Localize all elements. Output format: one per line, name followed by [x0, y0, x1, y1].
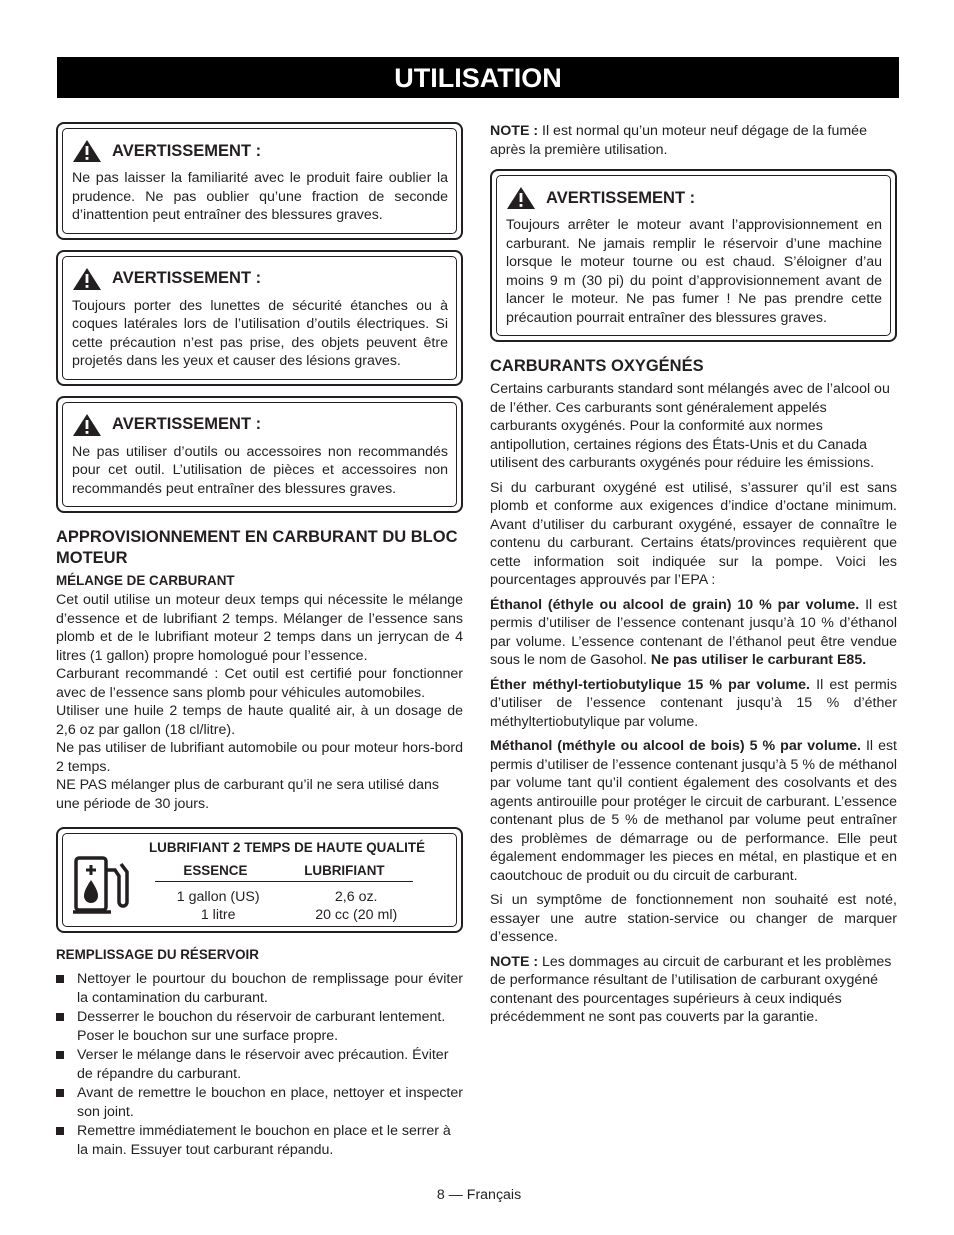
note-label: NOTE : — [490, 123, 539, 139]
fill-steps-list — [56, 970, 463, 1159]
paragraph-ethanol — [490, 596, 897, 670]
warning-label: AVERTISSEMENT : — [112, 269, 262, 287]
warning-box-3 — [56, 396, 463, 514]
paragraph: Certains carburants standard sont mélangés avec de l’alcool ou de l’éther. Ces carburants sont généralement appelés carburants oxygénés. Pour la conformité aux normes antipollution, certaines régions des États-Unis et du Canada utilisent des carburants oxygénés pour réduire les émissions. — [490, 381, 890, 471]
paragraph: Si du carburant oxygéné est utilisé, s’assurer qu’il est sans plomb et conforme aux exigences d’indice d’octane minimum. Avant d’utiliser du carburant oxygéné, essayer de connaître le contenu du carburant. Certains états/provinces requièrent que cette information soit indiquée sur la pompe. Voici les pourcentages approuvés par l’EPA : — [490, 479, 897, 588]
cell-line: 20 cc (20 ml) — [315, 907, 398, 923]
cell-line: 2,6 oz. — [334, 889, 378, 905]
subsection-heading: REMPLISSAGE DU RÉSERVOIR — [56, 947, 259, 962]
fuel-pump-icon — [73, 856, 129, 914]
paragraph: NE PAS mélanger plus de carburant qu’il ne sera utilisé dans une période de 30 jours. — [56, 777, 440, 812]
bold-term: Ne pas utiliser le carburant E85. — [650, 652, 867, 668]
warning-text: Toujours porter des lunettes de sécurité étanches ou à coques latérales lors de l’utilisation d’outils électriques. Si cette précaution n’est pas prise, des objets peuvent être projetés dans les yeux et causer des lésions graves. — [72, 297, 448, 369]
note-label: NOTE : — [490, 953, 539, 970]
paragraph-text: Il est permis d’utiliser de l’essence contenant jusqu’à 15 % d’éther méthyltertiobutylique par volume. — [490, 676, 897, 730]
page-footer: 8 — Français — [436, 1187, 522, 1203]
table-header-lubrifiant: LUBRIFIANT — [304, 863, 385, 878]
warning-triangle-icon — [506, 186, 536, 210]
page-title: UTILISATION — [57, 57, 899, 98]
warning-text: Toujours arrêter le moteur avant l’approvisionnement en carburant. Ne jamais remplir le réservoir d’une machine lorsque le moteur tourne ou est chaud. S’éloigner d’au moins 9 m (30 pi) du point d’approvisionnement avant de lancer le moteur. Ne pas fumer ! Ne pas prendre cette précaution pourrait entraîner des blessures graves. — [506, 217, 882, 326]
warning-text: Ne pas laisser la familiarité avec le produit faire oublier la prudence. Ne pas oublier qu’une fraction de seconde d’inattention peut entraîner des blessures graves. — [72, 170, 448, 223]
fuel-mix-table — [56, 827, 463, 933]
warning-box-fuel — [490, 169, 897, 342]
table-cell-essence — [177, 888, 260, 924]
list-item: Remettre immédiatement le bouchon en place et le serrer à la main. Essuyer tout carburant répandu. — [56, 1122, 463, 1159]
note-paragraph — [490, 953, 897, 1027]
cell-line: 1 gallon (US) — [176, 889, 260, 905]
note-paragraph — [490, 122, 897, 159]
warning-triangle-icon — [72, 139, 102, 163]
left-column — [56, 122, 463, 1160]
right-column — [490, 122, 897, 1030]
warning-box-2 — [56, 250, 463, 386]
section-heading: CARBURANTS OXYGÉNÉS — [490, 357, 704, 375]
table-title: LUBRIFIANT 2 TEMPS DE HAUTE QUALITÉ — [149, 840, 425, 855]
warning-box-1 — [56, 122, 463, 240]
paragraph-mtbe — [490, 676, 897, 732]
bold-term: Méthanol (méthyle ou alcool de bois) 5 % par volume. — [490, 738, 861, 754]
note-text: Les dommages au circuit de carburant et les problèmes de performance résultant de l’utilisation de carburant oxygéné contenant des pourcentages supérieurs à ceux indiqués précédemment ne sont pas couverts par la garantie. — [490, 953, 892, 1025]
list-item: Desserrer le bouchon du réservoir de carburant lentement. Poser le bouchon sur une surface propre. — [56, 1008, 463, 1045]
cell-line: 1 litre — [200, 907, 236, 923]
table-header-essence: ESSENCE — [183, 863, 248, 878]
paragraph: Utiliser une huile 2 temps de haute qualité air, à un dosage de 2,6 oz par gallon (18 cl/litre). — [56, 703, 463, 738]
subsection-heading: MÉLANGE DE CARBURANT — [56, 573, 235, 588]
list-item: Nettoyer le pourtour du bouchon de remplissage pour éviter la contamination du carburant. — [56, 970, 463, 1007]
paragraph: Carburant recommandé : Cet outil est certifié pour fonctionner avec de l’essence sans plomb pour véhicules automobiles. — [56, 666, 463, 701]
warning-triangle-icon — [72, 267, 102, 291]
paragraph: Cet outil utilise un moteur deux temps qui nécessite le mélange d’essence et de lubrifiant 2 temps. Mélanger de l’essence sans plomb et de le lubrifiant moteur 2 temps dans un jerrycan de 4 litres (1 gallon) propre homologué pour l’essence. — [56, 592, 463, 664]
section-heading: APPROVISIONNEMENT EN CARBURANT DU BLOC MOTEUR — [56, 528, 458, 567]
paragraph-text: Il est permis d’utiliser de l’essence contenant jusqu’à 5 % de méthanol par volume tant qu’il contient également des cosolvants et des agents antirouille pour protéger le circuit de carburant. L’essence contenant plus de 5 % de methanol par volume peut entraîner des problèmes de démarrage ou de performance. Elle peut également endommager les pieces en métal, en plastique et en caoutchouc de produit ou du circuit de carburant. — [490, 738, 897, 884]
list-item: Verser le mélange dans le réservoir avec précaution. Éviter de répandre du carburant. — [56, 1046, 463, 1083]
warning-label: AVERTISSEMENT : — [112, 415, 262, 433]
paragraph-text: Il est permis d’utiliser de l’essence contenant jusqu’à 10 % d’éthanol par volume. L’essence contenant de l’éthanol peut être vendue sous le nom de Gasohol. — [490, 596, 897, 668]
paragraph-methanol — [490, 737, 897, 885]
bold-term: Éther méthyl-tertiobutylique 15 % par volume. — [490, 676, 810, 693]
note-text: Il est normal qu’un moteur neuf dégage de la fumée après la première utilisation. — [490, 123, 867, 158]
warning-triangle-icon — [72, 413, 102, 437]
warning-text: Ne pas utiliser d’outils ou accessoires non recommandés pour cet outil. L’utilisation de pièces et accessoires non recommandés peut entraîner des blessures graves. — [72, 443, 448, 497]
bold-term: Éthanol (éthyle ou alcool de grain) 10 % par volume. — [490, 596, 860, 613]
paragraph: Si un symptôme de fonctionnement non souhaité est noté, essayer une autre station-service ou changer de marquer d’essence. — [490, 892, 897, 945]
table-cell-lubrifiant — [315, 888, 397, 924]
warning-label: AVERTISSEMENT : — [112, 141, 262, 160]
paragraph: Ne pas utiliser de lubrifiant automobile ou pour moteur hors-bord 2 temps. — [56, 740, 463, 775]
warning-label: AVERTISSEMENT : — [546, 188, 696, 207]
list-item: Avant de remettre le bouchon en place, nettoyer et inspecter son joint. — [56, 1084, 463, 1121]
